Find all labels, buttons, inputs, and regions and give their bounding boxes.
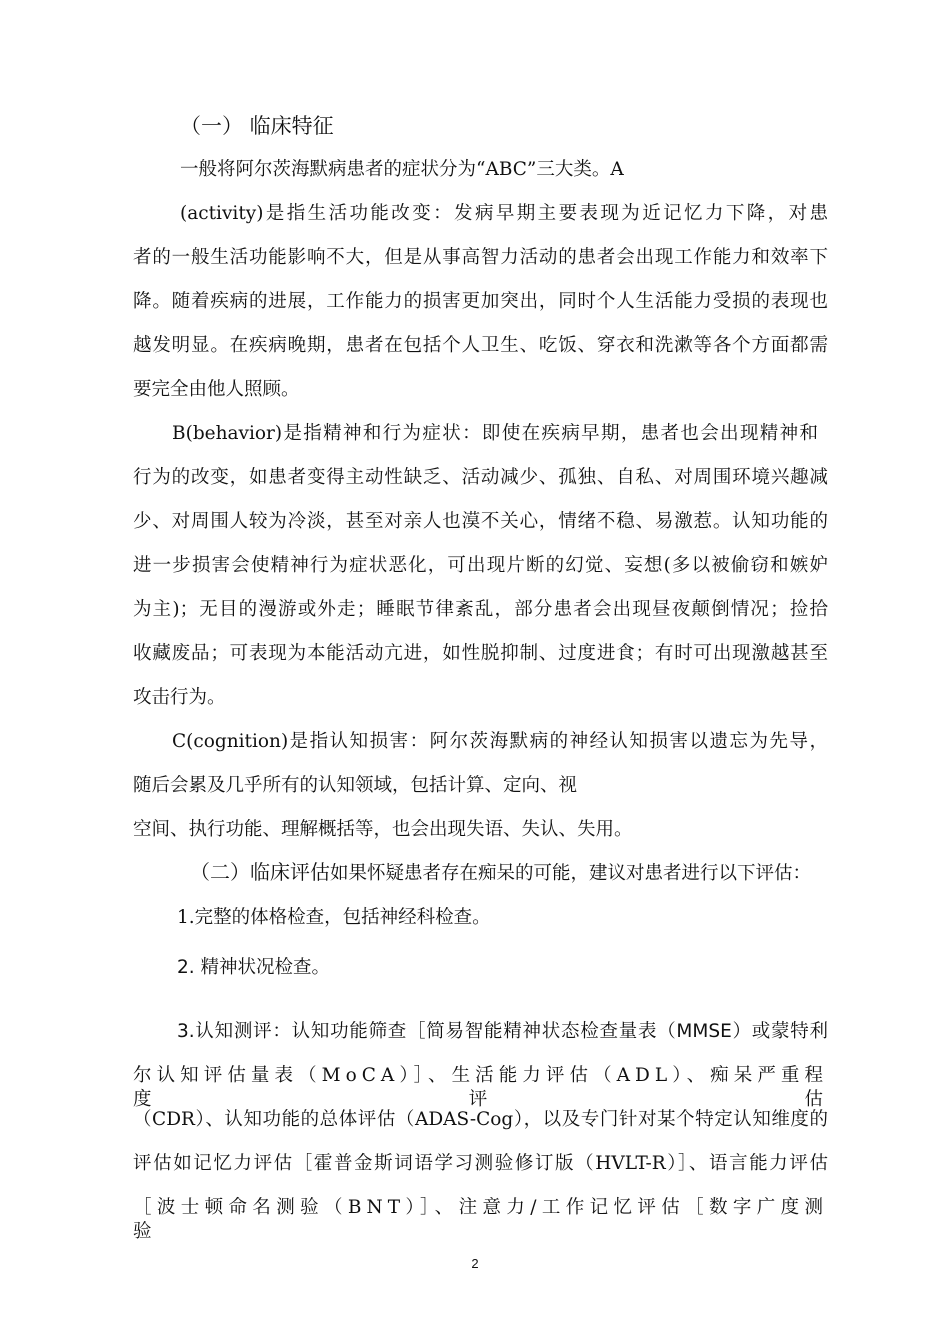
paragraph-line: ［波士顿命名测验（BNT）］、注意力/工作记忆评估［数字广度测验	[133, 1197, 828, 1242]
list-item: 3.认知测评：认知功能筛查［简易智能精神状态检查量表（MMSE）或蒙特利	[177, 1021, 828, 1042]
paragraph-line: 攻击行为。	[133, 687, 226, 708]
paragraph-line: 尔认知评估量表（MoCA）］、生活能力评估（ADL）、痴呆严重程度评估	[133, 1065, 828, 1110]
paragraph-line: （CDR）、认知功能的总体评估（ADAS-Cog），以及专门针对某个特定认知维度的	[133, 1109, 828, 1130]
list-item: 2. 精神状况检查。	[177, 957, 331, 978]
paragraph-line: 一般将阿尔茨海默病患者的症状分为“ABC”三大类。A	[180, 159, 624, 180]
paragraph-line: 随后会累及几乎所有的认知领域，包括计算、定向、视	[133, 775, 578, 796]
paragraph-line: 为主)；无目的漫游或外走；睡眠节律紊乱，部分患者会出现昼夜颠倒情况；捡拾	[133, 599, 828, 620]
paragraph-line: C(cognition)是指认知损害：阿尔茨海默病的神经认知损害以遗忘为先导，	[172, 731, 828, 752]
paragraph-line: 越发明显。在疾病晚期，患者在包括个人卫生、吃饭、穿衣和洗漱等各个方面都需	[133, 335, 828, 356]
paragraph-line: 降。随着疾病的进展，工作能力的损害更加突出，同时个人生活能力受损的表现也	[133, 291, 828, 312]
paragraph-line: 行为的改变，如患者变得主动性缺乏、活动减少、孤独、自私、对周围环境兴趣减	[133, 467, 828, 488]
section-2-intro: 如果怀疑患者存在痴呆的可能，建议对患者进行以下评估：	[330, 863, 812, 884]
section-2-title: （二）临床评估	[190, 860, 330, 884]
section-1-title: （一） 临床特征	[180, 114, 334, 138]
paragraph-line: (activity)是指生活功能改变：发病早期主要表现为近记忆力下降，对患	[180, 203, 828, 224]
paragraph-line: 者的一般生活功能影响不大，但是从事高智力活动的患者会出现工作能力和效率下	[133, 247, 828, 268]
paragraph-line: 空间、执行功能、理解概括等，也会出现失语、失认、失用。	[133, 819, 633, 840]
paragraph-line: 少、对周围人较为冷淡，甚至对亲人也漠不关心，情绪不稳、易激惹。认知功能的	[133, 511, 828, 532]
paragraph-line: 评估如记忆力评估［霍普金斯词语学习测验修订版（HVLT-R）］、语言能力评估	[133, 1153, 828, 1174]
section-2-heading-line	[190, 860, 811, 886]
page-number: 2	[471, 1256, 479, 1271]
list-item: 1.完整的体格检查，包括神经科检查。	[177, 907, 491, 928]
paragraph-line: 收藏废品；可表现为本能活动亢进，如性脱抑制、过度进食；有时可出现激越甚至	[133, 643, 828, 664]
paragraph-line: B(behavior)是指精神和行为症状：即使在疾病早期，患者也会出现精神和	[172, 423, 818, 444]
paragraph-line: 进一步损害会使精神行为症状恶化，可出现片断的幻觉、妄想(多以被偷窃和嫉妒	[133, 555, 828, 576]
paragraph-line: 要完全由他人照顾。	[133, 379, 300, 400]
